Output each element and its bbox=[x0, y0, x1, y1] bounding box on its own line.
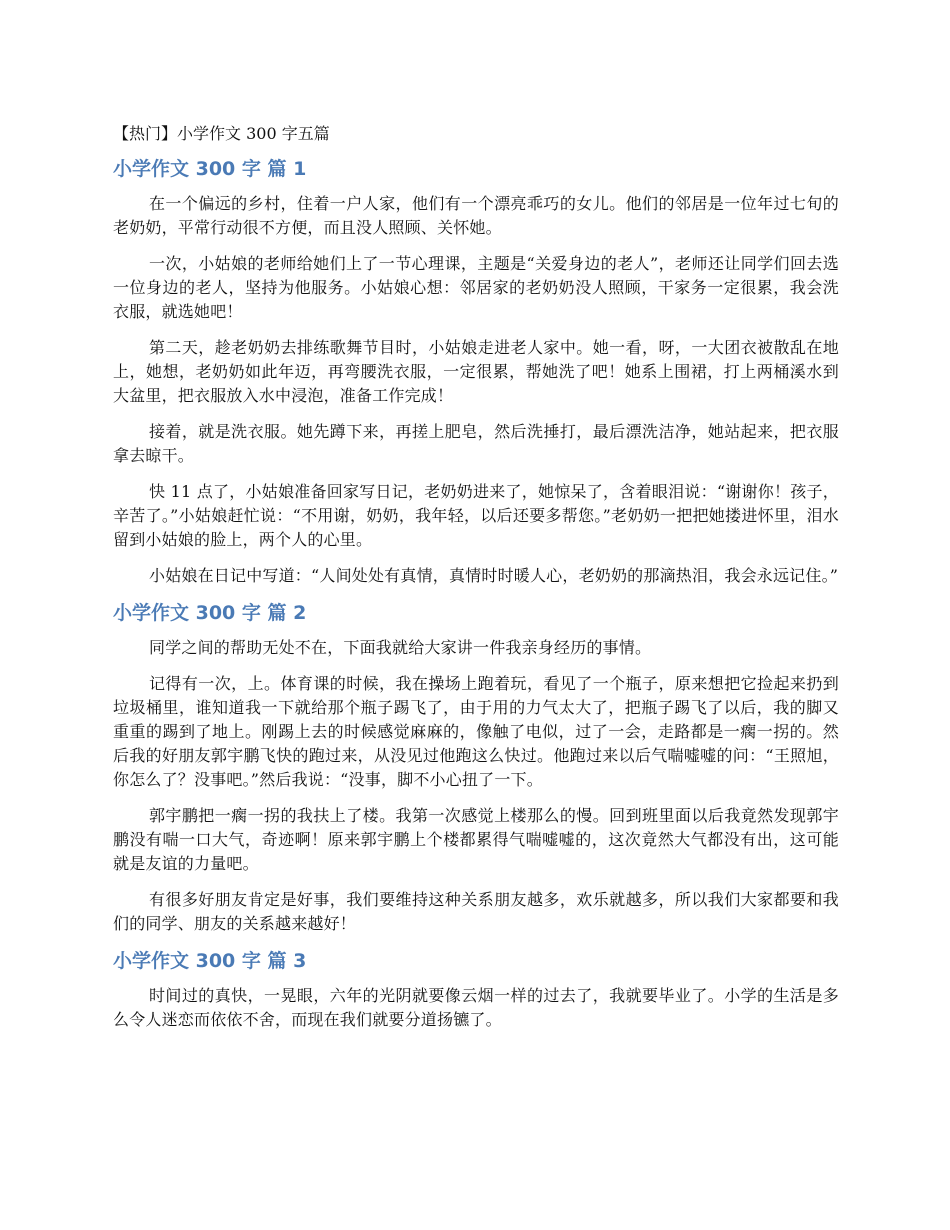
paragraph: 有很多好朋友肯定是好事，我们要维持这种关系朋友越多，欢乐就越多，所以我们大家都要和我们的同学、朋友的关系越来越好！ bbox=[113, 890, 839, 933]
document-page bbox=[113, 122, 839, 1044]
section-heading: 小学作文 300 字 篇 2 bbox=[113, 602, 307, 624]
paragraph: 在一个偏远的乡村，住着一户人家，他们有一个漂亮乖巧的女儿。他们的邻居是一位年过七旬的老奶奶，平常行动很不方便，而且没人照顾、关怀她。 bbox=[113, 194, 839, 237]
document-title: 【热门】小学作文 300 字五篇 bbox=[113, 124, 330, 143]
essay-section-2 bbox=[113, 600, 839, 936]
paragraph: 小姑娘在日记中写道：“人间处处有真情，真情时时暖人心，老奶奶的那滴热泪，我会永远记住。” bbox=[149, 566, 839, 585]
paragraph: 一次，小姑娘的老师给她们上了一节心理课，主题是“关爱身边的老人”，老师还让同学们回去选一位身边的老人，坚持为他服务。小姑娘心想：邻居家的老奶奶没人照顾，干家务一定很累，我会洗衣服，就选她吧！ bbox=[113, 254, 839, 321]
paragraph: 第二天，趁老奶奶去排练歌舞节目时，小姑娘走进老人家中。她一看，呀，一大团衣被散乱在地上，她想，老奶奶如此年迈，再弯腰洗衣服，一定很累，帮她洗了吧！她系上围裙，打上两桶溪水到大盆里，把衣服放入水中浸泡，准备工作完成！ bbox=[113, 338, 839, 405]
essay-section-1 bbox=[113, 156, 839, 588]
paragraph: 记得有一次，上。体育课的时候，我在操场上跑着玩，看见了一个瓶子，原来想把它捡起来扔到垃圾桶里，谁知道我一下就给那个瓶子踢飞了，由于用的力气太大了，把瓶子踢飞了以后，我的脚又重重的踢到了地上。刚踢上去的时候感觉麻麻的，像触了电似，过了一会，走路都是一瘸一拐的。然后我的好朋友郭宇鹏飞快的跑过来，从没见过他跑这么快过。他跑过来以后气喘嘘嘘的问：“王照旭，你怎么了？没事吧。”然后我说：“没事，脚不小心扭了一下。 bbox=[113, 674, 839, 789]
section-heading: 小学作文 300 字 篇 1 bbox=[113, 158, 307, 180]
paragraph: 时间过的真快，一晃眼，六年的光阴就要像云烟一样的过去了，我就要毕业了。小学的生活是多么令人迷恋而依依不舍，而现在我们就要分道扬镳了。 bbox=[113, 986, 839, 1029]
section-heading: 小学作文 300 字 篇 3 bbox=[113, 950, 307, 972]
paragraph: 同学之间的帮助无处不在，下面我就给大家讲一件我亲身经历的事情。 bbox=[149, 638, 652, 657]
essay-section-3 bbox=[113, 948, 839, 1032]
paragraph: 快 11 点了，小姑娘准备回家写日记，老奶奶进来了，她惊呆了，含着眼泪说：“谢谢你！孩子，辛苦了。”小姑娘赶忙说：“不用谢，奶奶，我年轻，以后还要多帮您。”老奶奶一把把她搂进怀里，泪水留到小姑娘的脸上，两个人的心里。 bbox=[113, 482, 839, 549]
paragraph: 郭宇鹏把一瘸一拐的我扶上了楼。我第一次感觉上楼那么的慢。回到班里面以后我竟然发现郭宇鹏没有喘一口大气，奇迹啊！原来郭宇鹏上个楼都累得气喘嘘嘘的，这次竟然大气都没有出，这可能就是友谊的力量吧。 bbox=[113, 806, 839, 873]
paragraph: 接着，就是洗衣服。她先蹲下来，再搓上肥皂，然后洗捶打，最后漂洗洁净，她站起来，把衣服拿去晾干。 bbox=[113, 422, 839, 465]
